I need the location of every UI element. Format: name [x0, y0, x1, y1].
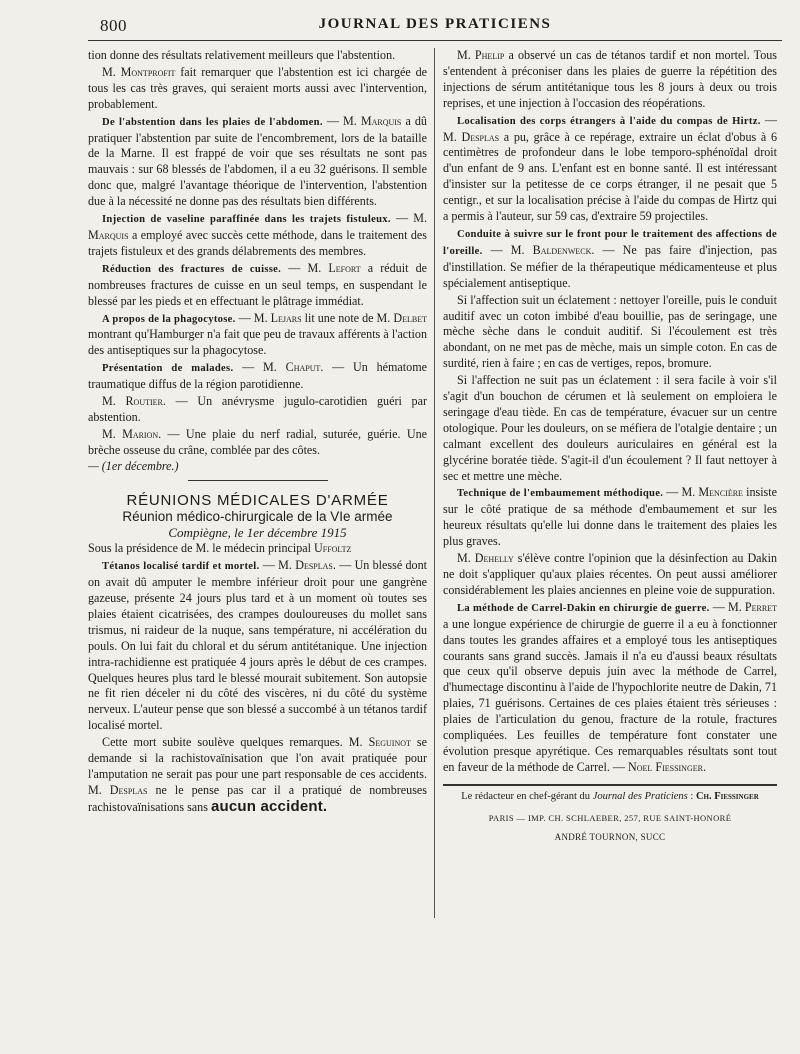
printer-line: PARIS — IMP. CH. SCHLAEBER, 257, RUE SAINT-HONORÉ [488, 812, 732, 823]
paragraph: M. Phelip a observé un cas de tétanos tardif et non mortel. Tous s'entendent à préconiser dans les plaies de guerre la répétition des injections de sérum antitétanique tous les 8 jours à deux ou trois reprises, et une injection à l'occasion des réopérations. [443, 48, 777, 110]
paragraph: Présentation de malades. — M. Chaput. — Un hématome traumatique diffus de la région parotidienne. [88, 360, 427, 392]
section-rule [188, 480, 328, 481]
paragraph: Conduite à suivre sur le front pour le traitement des affections de l'oreille. — M. Baldenweck. — Ne pas faire d'injection, pas d'instillation. Se méfier de la thérapeutique médicamenteuse et plus spécialement antiseptique. [443, 228, 777, 290]
section-subtitle: Réunion médico-chirurgicale de la VIe armée [122, 509, 393, 525]
paragraph: M. Montprofit fait remarquer que l'abstention est ici chargée de tous les cas très graves, qui seraient morts aussi avec l'intervention, probablement. [88, 64, 427, 111]
run-in-heading: La méthode de Carrel-Dakin en chirurgie de guerre. [457, 602, 710, 614]
run-in-heading: Technique de l'embaumement méthodique. [457, 488, 664, 500]
presidence-line: Sous la présidence de M. le médecin principal Uffoltz [88, 541, 352, 556]
paragraph: Technique de l'embaumement méthodique. — M. Mencière insiste sur le côté pratique de sa méthode d'embaumement et sur les heureux résultats qu'elle lui donne dans le traitement des plaies les plus graves. [443, 485, 777, 549]
column-divider [434, 48, 435, 918]
page-number: 800 [100, 16, 127, 35]
paragraph: De l'abstention dans les plaies de l'abdomen. — M. Marquis a dû pratiquer l'abstention par suite de l'encombrement, lors de la bataille de la Marne. Il est frappé de voir que ses résultats ne sont pas mauvais : sur 68 blessés de l'abdomen, il a eu 32 guérisons. Il semble donc que, malgré l'avantage théorique de l'intervention, l'abstention due à la nécessité ne donne pas des résultats bien différents. [88, 113, 427, 209]
paragraph: Si l'affection suit un éclatement : nettoyer l'oreille, puis le conduit auditif avec un coton imbibé d'eau bouillie, pas de seringage, une mèche sèche dans le conduit auditif. Si l'écoulement est très abondant, on ne met pas de mèche, mais un simple coton. En cas de surdité, rien à faire ; en cas de vertiges, repos, bromure. [443, 292, 777, 371]
paragraph: Réduction des fractures de cuisse. — M. Lefort a réduit de nombreuses fractures de cuisse en un seul temps, en suspendant le blessé par les pieds et en effectuant le plâtrage immédiat. [88, 260, 427, 308]
run-in-heading: Présentation de malades. [102, 363, 234, 375]
paragraph: Si l'affection ne suit pas un éclatement : il sera facile à voir s'il s'agit d'un bouchon de cérumen et là seulement on emploiera le seringage d'eau tiède. En cas de température, évacuer sur un centre otologique. Pour les douleurs, on se méfiera de l'otalgie dentaire ; un calmant excellent des douleurs auriculaires en général est la glycérine boratée tiède. S'agit-il d'un écoulement ? Il faut nettoyer à sec et mettre une mèche. [443, 373, 777, 483]
printer-successor: ANDRÉ TOURNON, SUCC [554, 831, 666, 842]
run-in-heading: A propos de la phagocytose. [102, 313, 236, 325]
section-place-date: Compiègne, le 1er décembre 1915 [168, 525, 347, 541]
run-in-heading: De l'abstention dans les plaies de l'abdomen. [102, 116, 323, 128]
section-title: RÉUNIONS MÉDICALES D'ARMÉE [126, 491, 389, 509]
paragraph: tion donne des résultats relativement meilleurs que l'abstention. [88, 48, 396, 62]
paragraph: M. Routier. — Un anévrysme jugulo-carotidien guéri par abstention. [88, 394, 427, 424]
journal-title: JOURNAL DES PRATICIENS [318, 16, 552, 32]
run-in-heading: Réduction des fractures de cuisse. [102, 263, 282, 275]
footer-rule [443, 784, 777, 786]
date-note: — (1er décembre.) [88, 458, 179, 473]
run-in-heading: Localisation des corps étrangers à l'aide du compas de Hirtz. [457, 115, 761, 127]
paragraph: M. Dehelly s'élève contre l'opinion que la désinfection au Dakin ne doit s'appliquer qu'aux plaies récentes. On peut aussi améliorer considérablement les plaies anciennes en pleine voie de suppuration. [443, 551, 777, 597]
editor-credit: Le rédacteur en chef-gérant du Journal des Praticiens : Ch. Fiessinger [461, 790, 759, 802]
right-column [443, 48, 777, 847]
paragraph: A propos de la phagocytose. — M. Lejars lit une note de M. Delbet montrant qu'Hamburger n'a fait que peu de travaux afférents à l'action des antiseptiques sur la phagocytose. [88, 310, 427, 358]
paragraph: Injection de vaseline paraffinée dans les trajets fistuleux. — M. Marquis a employé avec succès cette méthode, dans le traitement des trajets fistuleux et des grands délabrements des membres. [88, 211, 428, 258]
paragraph: La méthode de Carrel-Dakin en chirurgie de guerre. — M. Perret a une longue expérience de chirurgie de guerre il a eu à fonctionner dans toutes les grandes affaires et a employé tous les antiseptiques courants sans grand succès. Jamais il n'a eu d'aussi beaux résultats que ceux qu'il observe depuis juin avec la méthode de Carrel, d'humectage discontinu à l'aide de l'hypochlorite neutre de Dakin, 71 plaies, 71 guérisons. Certaines de ces plaies étaient très sérieuses : plaies de l'articulation du genou, fracture de la rotule, fractures compliquées. Les feuilles de température font constater une évolution presque apyrétique. Ces remarquables résultats sont tout en faveur de la méthode de Carrel. — Noel Fiessinger. [443, 599, 777, 774]
paragraph: Cette mort subite soulève quelques remarques. M. Seguinot se demande si la rachistovaïnisation que l'on avait pratiquée pour l'amputation ne serait pas pour une part responsable de ces accidents. M. Desplas ne le pense pas car il a pratiqué de nombreuses rachistovaïnisations sans aucun accident. [88, 735, 427, 815]
paragraph: Tétanos localisé tardif et mortel. — M. Desplas. — Un blessé dont on avait dû amputer le membre inférieur droit pour une gangrène gazeuse, présente 24 jours plus tard et à un moment où toutes ses plaies étaient cicatrisées, des crampes douloureuses du mollet sans trismus, ni raideur de la nuque, sans température, ni accélération du pouls. On lui fait du chloral et du sérum antitétanique. Une injection intra-rachidienne est pratiquée 4 jours après le début de ces crampes. Quelques heures plus tard le blessé mourait subitement. Son autopsie ne fit rien déceler ni du côté des viscères, ni du côté du système nerveux. L'auteur pense que son blessé a succombé à un tétanos tardif localisé mortel. [88, 558, 427, 733]
run-in-heading: Tétanos localisé tardif et mortel. [102, 561, 260, 573]
signature: Noel Fiessinger. [628, 759, 706, 774]
paragraph: M. Marion. — Une plaie du nerf radial, suturée, guérie. Une brèche osseuse du crâne, comblée par des côtes. — (1er décembre.) [88, 426, 427, 473]
left-column [88, 48, 427, 817]
paragraph: Localisation des corps étrangers à l'aide du compas de Hirtz. — M. Desplas a pu, grâce à ce repérage, extraire un éclat d'obus à 6 centimètres de profondeur dans le lobe temporo-sphénoïdal droit d'un enfant de 9 ans. L'enfant est en bonne santé. Il est intéressant d'insister sur la petitesse de ce corps étranger, il ne pesait que 5 centigr., et sur la localisation précise à l'aide du compas de Hirtz qui a permis à l'auteur, sur 59 cas, d'extraire 59 projectiles. [443, 112, 777, 224]
bold-closing-words: aucun accident. [210, 797, 328, 815]
run-in-heading: Conduite à suivre sur le front pour le traitement des affections de l'oreille. [443, 228, 777, 257]
page-header [88, 12, 782, 41]
run-in-heading: Injection de vaseline paraffinée dans les trajets fistuleux. [102, 214, 391, 226]
